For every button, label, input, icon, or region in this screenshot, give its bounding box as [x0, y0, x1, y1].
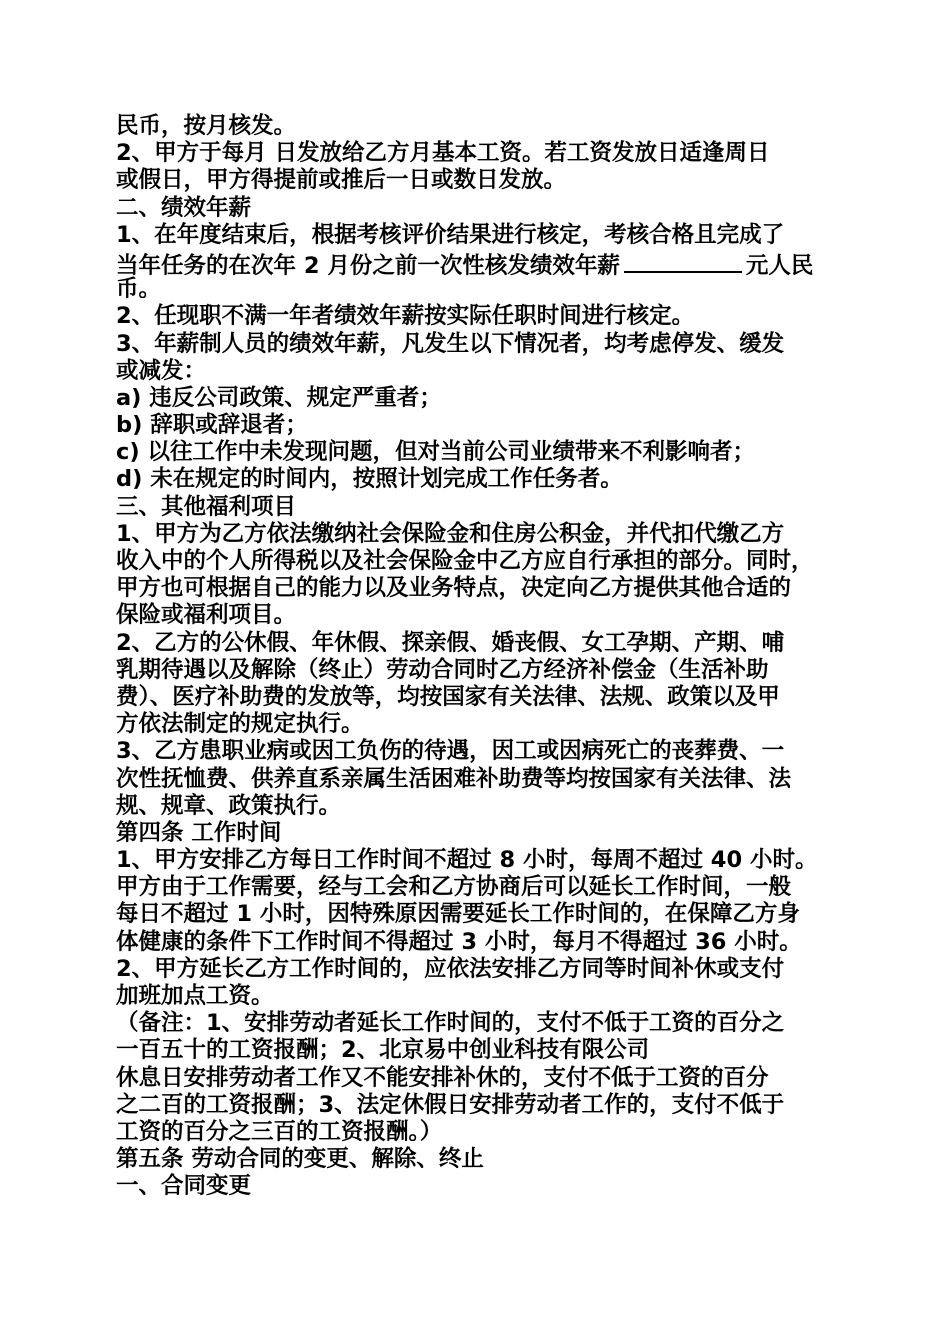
note-line: 一百五十的工资报酬；2、北京易中创业科技有限公司	[116, 1037, 650, 1064]
text-line: 乳期待遇以及解除（终止）劳动合同时乙方经济补偿金（生活补助	[116, 656, 769, 683]
text-line: 1、甲方安排乙方每日工作时间不超过 8 小时，每周不超过 40 小时。	[116, 847, 818, 874]
article-heading: 第五条 劳动合同的变更、解除、终止	[116, 1146, 484, 1173]
text-line: 甲方也可根据自己的能力以及业务特点，决定向乙方提供其他合适的	[116, 575, 792, 602]
text-segment: 当年任务的在次年 2 月份之前一次性核发绩效年薪	[116, 252, 620, 279]
text-line: 或减发：	[116, 357, 207, 384]
document-body	[116, 113, 850, 1201]
section-heading: 一、合同变更	[116, 1173, 252, 1200]
article-heading: 第四条 工作时间	[116, 819, 282, 846]
text-line: 费）、医疗补助费的发放等，均按国家有关法律、法规、政策以及甲	[116, 683, 780, 710]
text-line: 保险或福利项目。	[116, 602, 297, 629]
text-line: 方依法制定的规定执行。	[116, 711, 364, 738]
text-line: 或假日，甲方得提前或推后一日或数日发放。	[116, 167, 567, 194]
text-line: 体健康的条件下工作时间不得超过 3 小时，每月不得超过 36 小时。	[116, 928, 802, 955]
text-line: 2、任现职不满一年者绩效年薪按实际任职时间进行核定。	[116, 303, 695, 330]
text-line	[116, 249, 850, 279]
text-line: 次性抚恤费、供养直系亲属生活困难补助费等均按国家有关法律、法	[116, 765, 792, 792]
text-line: 每日不超过 1 小时，因特殊原因需要延长工作时间的，在保障乙方身	[116, 901, 800, 928]
list-item: a) 违反公司政策、规定严重者；	[116, 384, 442, 411]
note-line: 休息日安排劳动者工作又不能安排补休的，支付不低于工资的百分	[116, 1064, 769, 1091]
text-line: 民币，按月核发。	[116, 113, 297, 139]
text-line: 2、乙方的公休假、年休假、探亲假、婚丧假、女工孕期、产期、哺	[116, 629, 785, 656]
note-line: （备注：1、安排劳动者延长工作时间的，支付不低于工资的百分之	[116, 1010, 785, 1037]
text-line: 加班加点工资。	[116, 983, 274, 1009]
note-line: 工资的百分之三百的工资报酬。）	[116, 1118, 443, 1145]
text-line: 1、在年度结束后，根据考核评价结果进行核定，考核合格且完成了	[116, 221, 785, 248]
text-line: 1、甲方为乙方依法缴纳社会保险金和住房公积金，并代扣代缴乙方	[116, 520, 785, 547]
text-line: 甲方由于工作需要，经与工会和乙方协商后可以延长工作时间，一般	[116, 874, 792, 901]
text-line: 币。	[116, 276, 162, 303]
text-segment: 元人民	[745, 252, 814, 279]
list-item: b) 辞职或辞退者；	[116, 412, 308, 439]
list-item: d) 未在规定的时间内，按照计划完成工作任务者。	[116, 466, 623, 493]
section-heading: 三、其他福利项目	[116, 493, 297, 520]
text-line: 3、乙方患职业病或因工负伤的待遇，因工或因病死亡的丧葬费、一	[116, 738, 785, 765]
note-line: 之二百的工资报酬；3、法定休假日安排劳动者工作的，支付不低于	[116, 1091, 785, 1118]
list-item: c) 以往工作中未发现问题，但对当前公司业绩带来不利影响者；	[116, 439, 755, 466]
section-heading: 二、绩效年薪	[116, 194, 252, 221]
text-line: 3、年薪制人员的绩效年薪，凡发生以下情况者，均考虑停发、缓发	[116, 330, 785, 357]
text-line: 2、甲方于每月 日发放给乙方月基本工资。若工资发放日适逢周日	[116, 140, 770, 167]
text-line: 规、规章、政策执行。	[116, 792, 342, 819]
fill-in-blank	[624, 249, 742, 273]
text-line: 2、甲方延长乙方工作时间的，应依法安排乙方同等时间补休或支付	[116, 955, 785, 982]
text-line: 收入中的个人所得税以及社会保险金中乙方应自行承担的部分。同时，	[116, 548, 814, 574]
